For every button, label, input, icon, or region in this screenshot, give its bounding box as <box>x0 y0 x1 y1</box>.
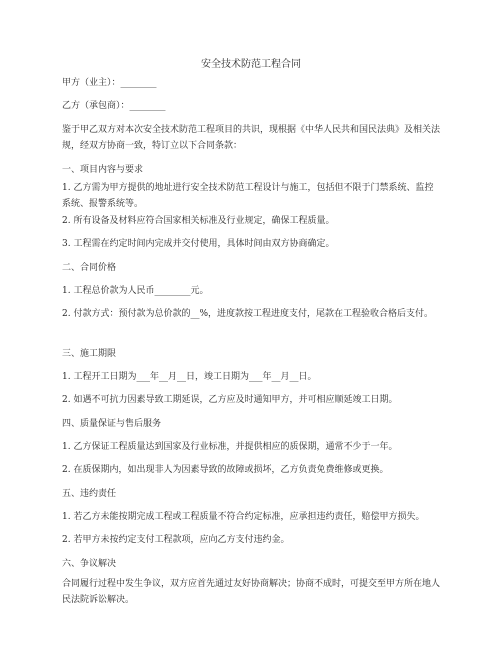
clause-item: 1. 若乙方未能按期完成工程或工程质量不符合约定标准，应承担违约责任，赔偿甲方损失。 <box>62 512 425 522</box>
section-heading: 五、违约责任 <box>62 489 117 499</box>
section-heading: 六、争议解决 <box>62 559 117 569</box>
party-b-line: 乙方（承包商）：________ <box>62 101 166 111</box>
section-heading: 四、质量保证与售后服务 <box>62 419 162 429</box>
document-title: 安全技术防范工程合同 <box>201 59 301 70</box>
party-a-line: 甲方（业主）：________ <box>62 78 157 88</box>
section-heading: 三、施工期限 <box>62 349 117 359</box>
clause-item: 2. 在质保期内，如出现非人为因素导致的故障或损坏，乙方负责免费维修或更换。 <box>62 465 389 475</box>
clause-item: 1. 工程总价款为人民币________元。 <box>62 286 209 296</box>
clause-item: 1. 工程开工日期为___年__月__日，竣工日期为___年__月__日。 <box>62 372 317 382</box>
clause-item: 2. 如遇不可抗力因素导致工期延误，乙方应及时通知甲方，并可相应顺延竣工日期。 <box>62 395 398 405</box>
clause-item: 2. 付款方式：预付款为总价款的__%，进度款按工程进度支付，尾款在工程验收合格后支付。 <box>62 309 434 319</box>
section-heading: 一、项目内容与要求 <box>62 165 144 175</box>
section-heading: 二、合同价格 <box>62 263 117 273</box>
intro-paragraph: 鉴于甲乙双方对本次安全技术防范工程项目的共识，现根据《中华人民共和国民法典》及相关法规，经双方协商一致，特订立以下合同条款： <box>62 125 441 151</box>
clause-item: 1. 乙方需为甲方提供的地址进行安全技术防范工程设计与施工，包括但不限于门禁系统、监控系统、报警系统等。 <box>62 183 434 209</box>
clause-item: 1. 乙方保证工程质量达到国家及行业标准，并提供相应的质保期，通常不少于一年。 <box>62 442 398 452</box>
clause-item: 2. 若甲方未按约定支付工程款项，应向乙方支付违约金。 <box>62 535 290 545</box>
clause-item: 合同履行过程中发生争议，双方应首先通过友好协商解决；协商不成时，可提交至甲方所在地人民法院诉讼解决。 <box>62 579 441 605</box>
clause-item: 3. 工程需在约定时间内完成并交付使用，具体时间由双方协商确定。 <box>62 239 335 249</box>
clause-item: 2. 所有设备及材料应符合国家相关标准及行业规定，确保工程质量。 <box>62 216 335 226</box>
